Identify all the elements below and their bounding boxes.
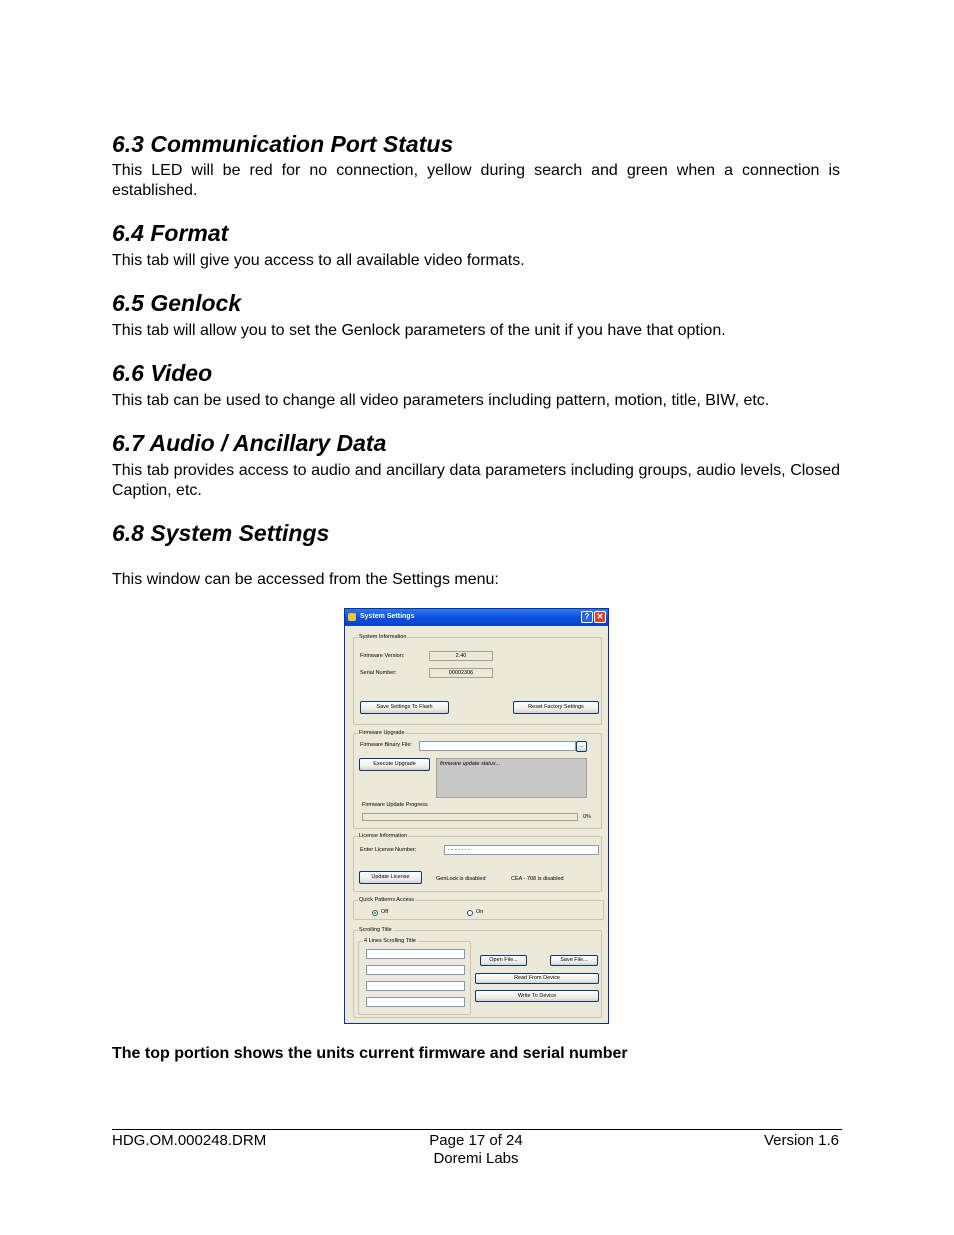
close-button[interactable]: ✕ [594, 611, 606, 623]
firmware-version-field: 2.40 [429, 651, 493, 661]
license-information-legend: License Information [359, 833, 407, 839]
section-text-6-3: This LED will be red for no connection, yellow during search and green when a connection is established. [112, 162, 840, 199]
firmware-update-progress-bar [362, 813, 578, 821]
section-heading-6-4: 6.4 Format [112, 220, 229, 246]
genlock-status-text: GenLock is disabled [436, 876, 486, 882]
serial-number-label: Serial Number: [360, 670, 397, 676]
license-information-group [353, 833, 602, 892]
cea-708-status-text: CEA - 708 is disabled [511, 876, 564, 882]
figure-caption: The top portion shows the units current firmware and serial number [112, 1045, 628, 1062]
enter-license-number-label: Enter License Number: [360, 847, 417, 853]
firmware-update-progress-label: Firmware Update Progress [362, 802, 428, 808]
dialog-titlebar [345, 609, 608, 626]
scrolling-title-line-2-input[interactable] [366, 965, 465, 975]
execute-upgrade-button[interactable]: Execute Upgrade [359, 758, 430, 771]
footer-page-number: Page 17 of 24 [429, 1132, 523, 1149]
quick-patterns-access-legend: Quick Patterns Access [359, 897, 415, 903]
quick-patterns-access-group [353, 897, 604, 920]
save-settings-to-flash-button[interactable]: Save Settings To Flash [360, 701, 449, 714]
scrolling-title-group [353, 927, 602, 1018]
serial-number-field: 00002306 [429, 668, 493, 678]
quick-patterns-on-label: On [476, 909, 484, 915]
section-text-6-6: This tab can be used to change all video parameters including pattern, motion, title, BIW, etc. [112, 392, 770, 409]
scrolling-title-line-3-input[interactable] [366, 981, 465, 991]
scrolling-title-legend: Scrolling Title [359, 927, 392, 933]
section-text-6-5: This tab will allow you to set the Genlock parameters of the unit if you have that option. [112, 322, 726, 339]
section-heading-6-5: 6.5 Genlock [112, 290, 242, 316]
section-heading-6-8: 6.8 System Settings [112, 520, 330, 546]
firmware-update-progress-value: 0% [583, 814, 591, 820]
browse-firmware-button[interactable]: ... [576, 741, 587, 752]
firmware-upgrade-legend: Firmware Upgrade [359, 730, 405, 736]
license-number-input[interactable]: - - - - - - - [444, 845, 599, 855]
section-text-6-8: This window can be accessed from the Settings menu: [112, 571, 499, 588]
scrolling-title-line-4-input[interactable] [366, 997, 465, 1007]
footer-document-id: HDG.OM.000248.DRM [112, 1132, 267, 1149]
app-icon [348, 613, 356, 621]
section-text-6-7: This tab provides access to audio and ancillary data parameters including groups, audio levels, Closed Caption, etc. [112, 462, 840, 499]
system-information-legend: System Information [359, 634, 407, 640]
firmware-version-label: Firmware Version: [360, 653, 405, 659]
four-lines-scrolling-title-legend: 4 Lines Scrolling Title [364, 938, 416, 944]
read-from-device-button[interactable]: Read From Device [475, 973, 599, 984]
footer-version: Version 1.6 [763, 1132, 839, 1149]
footer-rule [112, 1129, 842, 1130]
open-file-button[interactable]: Open File... [480, 955, 527, 966]
reset-factory-settings-button[interactable]: Reset Factory Settings [513, 701, 599, 714]
quick-patterns-on-radio[interactable] [467, 910, 473, 916]
firmware-binary-file-input[interactable] [419, 741, 576, 751]
section-heading-6-6: 6.6 Video [112, 360, 213, 386]
firmware-upgrade-group [353, 730, 602, 829]
system-information-group [353, 634, 602, 725]
write-to-device-button[interactable]: Write To Device [475, 990, 599, 1002]
firmware-update-status: firmware update status... [436, 758, 587, 798]
help-button[interactable]: ? [581, 611, 593, 623]
quick-patterns-off-label: Off [381, 909, 389, 915]
section-text-6-4: This tab will give you access to all available video formats. [112, 252, 525, 269]
system-settings-dialog [344, 608, 609, 1024]
section-heading-6-3: 6.3 Communication Port Status [112, 131, 454, 157]
dialog-title: System Settings [360, 613, 415, 620]
save-file-button[interactable]: Save File... [550, 955, 598, 966]
footer-company: Doremi Labs [433, 1150, 519, 1167]
firmware-binary-file-label: Firmware Binary File: [360, 742, 412, 748]
update-license-button[interactable]: Update License [359, 871, 422, 884]
section-heading-6-7: 6.7 Audio / Ancillary Data [112, 430, 387, 456]
four-lines-scrolling-title-group [358, 938, 471, 1015]
quick-patterns-off-radio[interactable] [372, 910, 378, 916]
scrolling-title-line-1-input[interactable] [366, 949, 465, 959]
